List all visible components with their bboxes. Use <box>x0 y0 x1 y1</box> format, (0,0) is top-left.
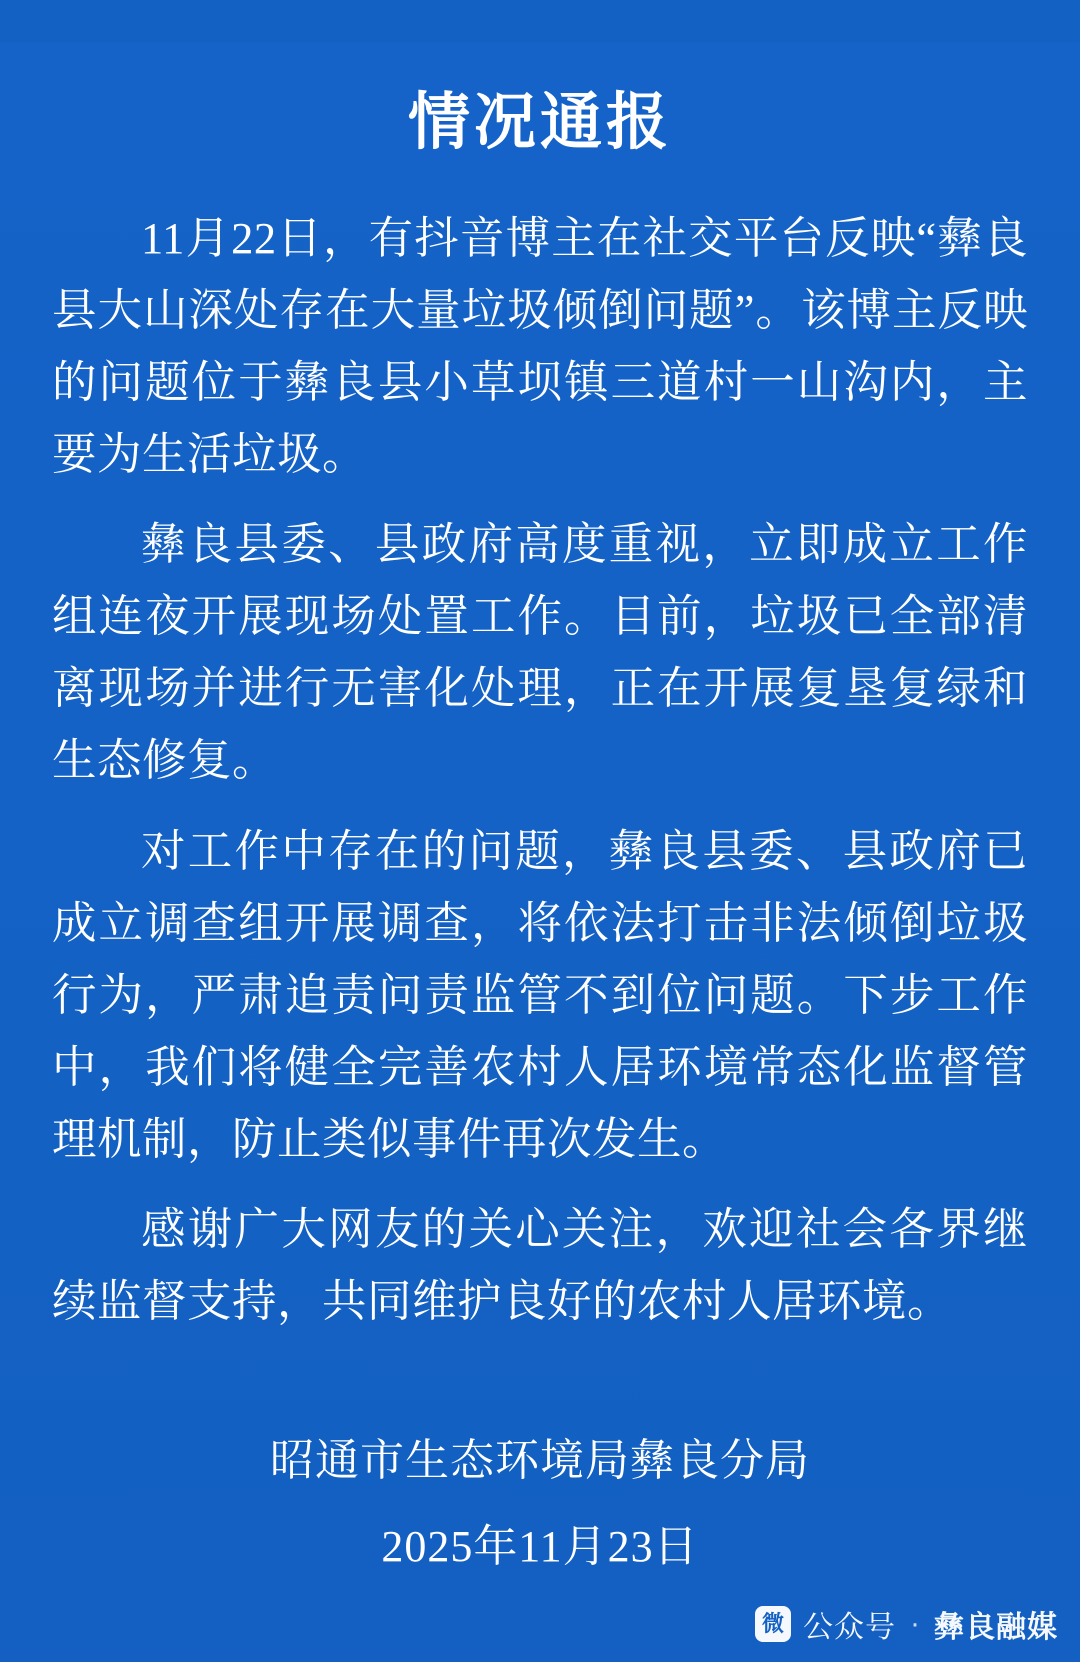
paragraph-2: 彝良县委、县政府高度重视，立即成立工作组连夜开展现场处置工作。目前，垃圾已全部清离现场并进行无害化处理，正在开展复垦复绿和生态修复。 <box>52 519 1028 786</box>
paragraph-1: 11月22日，有抖音博主在社交平台反映“彝良县大山深处存在大量垃圾倾倒问题”。该博主反映的问题位于彝良县小草坝镇三道村一山沟内，主要为生活垃圾。 <box>52 212 1028 480</box>
issuing-organization: 昭通市生态环境局彝良分局 <box>270 1435 810 1485</box>
watermark-account: 彝良融媒 <box>934 1610 1058 1644</box>
document-body <box>52 202 1028 1337</box>
watermark-label: 公众号 <box>803 1610 896 1644</box>
watermark <box>755 1602 1058 1646</box>
paragraph-4: 感谢广大网友的关心关注，欢迎社会各界继续监督支持，共同维护良好的农村人居环境。 <box>52 1203 1028 1327</box>
wechat-icon: 微 <box>755 1606 791 1642</box>
notice-document <box>0 42 1080 1662</box>
signature-block <box>0 1428 1080 1578</box>
watermark-separator: · <box>910 1606 920 1640</box>
page-title: 情况通报 <box>407 87 672 157</box>
paragraph-3: 对工作中存在的问题，彝良县委、县政府已成立调查组开展调查，将依法打击非法倾倒垃圾行为，严肃追责问责监管不到位问题。下步工作中，我们将健全完善农村人居环境常态化监督管理机制，防止类似事件再次发生。 <box>52 825 1028 1164</box>
issue-date: 2025年11月23日 <box>381 1521 699 1571</box>
